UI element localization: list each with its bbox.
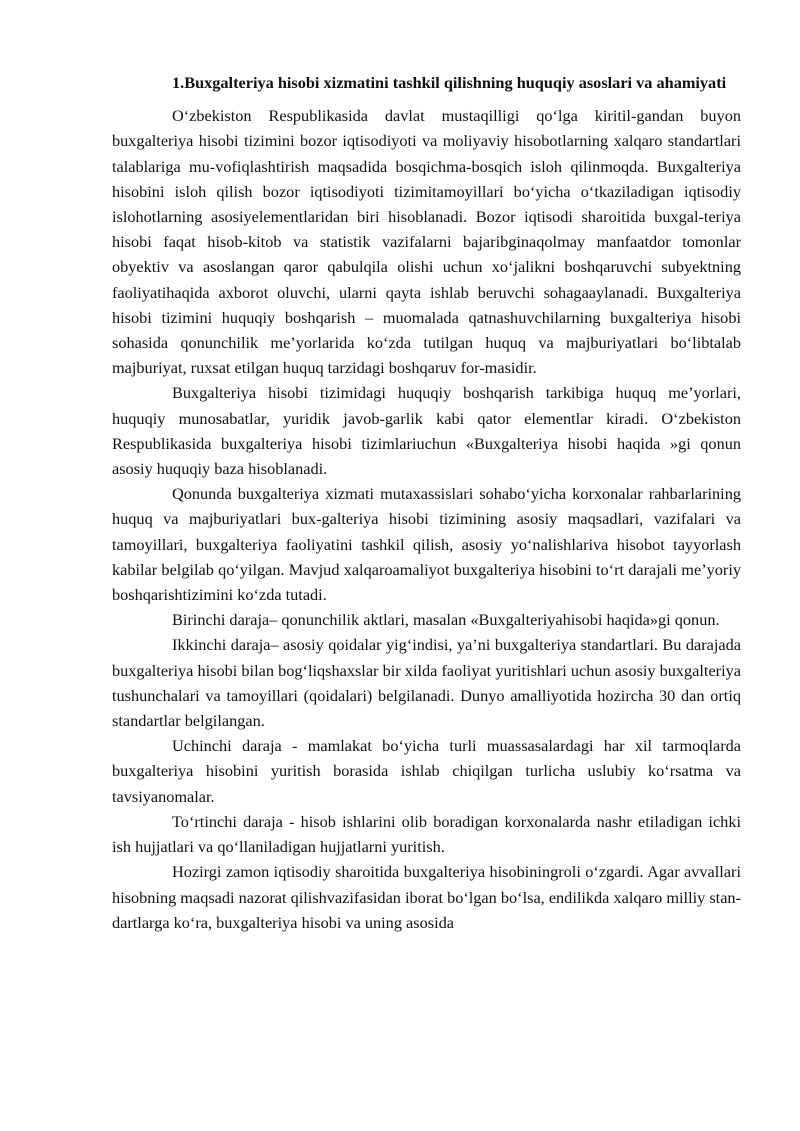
paragraph-5: Ikkinchi daraja– asosiy qoidalar yig‘indisi, ya’ni buxgalteriya standartlari. Bu darajada buxgalteriya hisobi bilan bog‘liqshaxslar bir xilda faoliyat yuritishlari uchun asosiy buxgalteriya tushunchalari va tamoyillari (qoidalari) belgilanadi. Dunyo amalliyotida hozircha 30 dan ortiq standartlar belgilangan. [112,635,741,731]
paragraph-7: To‘rtinchi daraja - hisob ishlarini olib boradigan korxonalarda nashr etiladigan ichki ish hujjatlari va qo‘llaniladigan hujjatlarni yuritish. [112,811,741,857]
paragraph-8: Hozirgi zamon iqtisodiy sharoitida buxgalteriya hisobiningroli o‘zgardi. Agar avvallari hisobning maqsadi nazorat qilishvazifasidan iborat bo‘lgan bo‘lsa, endilikda xalqaro milliy stan-dartlarga ko‘ra, buxgalteriya hisobi va uning asosida [112,862,741,932]
paragraph-4: Birinchi daraja– qonunchilik aktlari, masalan «Buxgalteriyahisobi haqida»gi qonun. [172,610,720,630]
paragraph-2: Buxgalteriya hisobi tizimidagi huquqiy boshqarish tarkibiga huquq me’yorlari, huquqiy munosabatlar, yuridik javob-garlik kabi qator elementlar kiradi. O‘zbekiston Respublikasida buxgalteriya hisobi tizimlariuchun «Buxgalteriya hisobi haqida »gi qonun asosiy huquqiy baza hisoblanadi. [112,383,741,479]
paragraph-6: Uchinchi daraja - mamlakat bo‘yicha turli muassasalardagi har xil tarmoqlarda buxgalteriya hisobini yuritish borasida ishlab chiqilgan turlicha uslubiy ko‘rsatma va tavsiyanomalar. [112,736,741,806]
document-page [112,70,741,935]
paragraph-1: O‘zbekiston Respublikasida davlat mustaqilligi qo‘lga kiritil-gandan buyon buxgalteriya hisobi tizimini bozor iqtisodiyoti va moliyaviy hisobotlarning xalqaro standartlari talablariga mu-vofiqlashtirish maqsadida bosqichma-bosqich isloh qilinmoqda. Buxgalteriya hisobini isloh qilish bozor iqtisodiyoti tizimitamoyillari bo‘yicha o‘tkaziladigan iqtisodiy islohotlarning asosiyelementlaridan biri hisoblanadi. Bozor iqtisodi sharoitida buxgal-teriya hisobi faqat hisob-kitob va statistik vazifalarni bajaribginaqolmay manfaatdor tomonlar obyektiv va asoslangan qaror qabulqila olishi uchun xo‘jalikni boshqaruvchi subyektning faoliyatihaqida axborot oluvchi, ularni qayta ishlab beruvchi sohagaaylanadi. Buxgalteriya hisobi tizimini huquqiy boshqarish – muomalada qatnashuvchilarning buxgalteriya hisobi sohasida qonunchilik me’yorlarida ko‘zda tutilgan huquq va majburiyatlari bo‘libtalab majburiyat, ruxsat etilgan huquq tarzidagi boshqaruv for-masidir. [112,106,741,378]
paragraph-3: Qonunda buxgalteriya xizmati mutaxassislari sohabo‘yicha korxonalar rahbarlarining huquq va majburiyatlari bux-galteriya hisobi tizimining asosiy maqsadlari, vazifalari va tamoyillari, buxgalteriya faoliyatini tashkil qilish, asosiy yo‘nalishlariva hisobot tayyorlash kabilar belgilab qo‘yilgan. Mavjud xalqaroamaliyot buxgalteriya hisobini to‘rt darajali me’yoriy boshqarishtizimini ko‘zda tutadi. [112,484,741,605]
section-heading: 1.Buxgalteriya hisobi xizmatini tashkil qilishning huquqiy asoslari va ahamiyati [172,73,727,92]
